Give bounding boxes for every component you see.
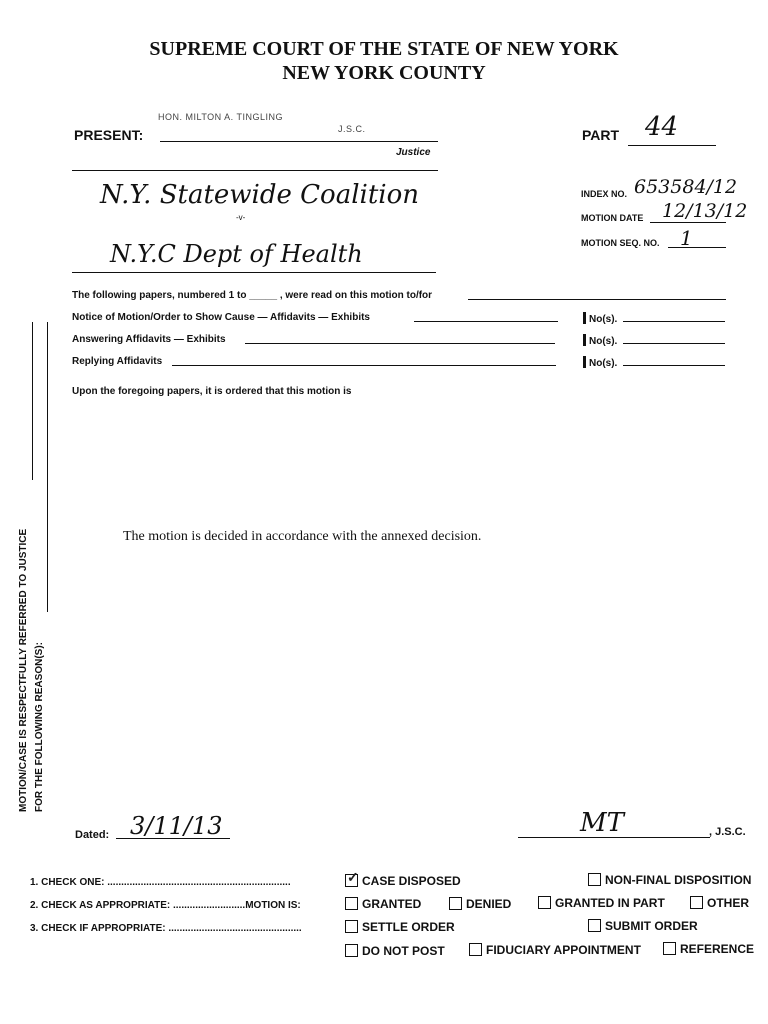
denied-option[interactable] xyxy=(449,897,511,911)
checkbox[interactable] xyxy=(345,920,358,933)
check-if-label: 3. CHECK IF APPROPRIATE: ................................................ xyxy=(30,923,302,934)
checkbox[interactable] xyxy=(588,919,601,932)
part-line xyxy=(628,145,716,146)
dated-value: 3/11/13 xyxy=(130,812,223,840)
plaintiff-name: N.Y. Statewide Coalition xyxy=(100,180,419,210)
defendant-name: N.Y.C Dept of Health xyxy=(110,240,363,268)
submit-order-option[interactable] xyxy=(588,919,698,933)
answering-line xyxy=(245,343,555,344)
granted-option[interactable] xyxy=(345,897,421,911)
replying-nos xyxy=(583,356,617,369)
notice-label: Notice of Motion/Order to Show Cause — Affidavits — Exhibits xyxy=(72,312,370,323)
motion-date-line xyxy=(650,222,726,223)
submit-order-label: SUBMIT ORDER xyxy=(605,919,698,933)
index-label: INDEX NO. xyxy=(581,189,628,199)
index-value: 653584/12 xyxy=(634,176,738,198)
granted-label: GRANTED xyxy=(362,897,422,911)
reference-label: REFERENCE xyxy=(680,942,755,956)
other-label: OTHER xyxy=(707,896,749,910)
side-line-a xyxy=(32,322,33,480)
granted-in-part-label: GRANTED IN PART xyxy=(555,896,665,910)
case-disposed-label: CASE DISPOSED xyxy=(362,874,461,888)
versus-label: -v- xyxy=(236,213,246,222)
do-not-post-label: DO NOT POST xyxy=(362,944,445,958)
present-line xyxy=(160,141,438,142)
county-title: NEW YORK COUNTY xyxy=(282,62,486,84)
checkbox[interactable] xyxy=(345,944,358,957)
checkbox-checked[interactable] xyxy=(345,874,358,887)
justice-sub: J.S.C. xyxy=(338,124,366,134)
caption-rule xyxy=(72,272,436,273)
dated-label: Dated: xyxy=(75,829,110,841)
non-final-label: NON-FINAL DISPOSITION xyxy=(605,873,752,887)
answering-nos-line xyxy=(623,343,725,344)
checkbox[interactable] xyxy=(690,896,703,909)
reference-option[interactable] xyxy=(663,942,754,956)
present-label: PRESENT: xyxy=(74,127,144,143)
nos-marker xyxy=(583,356,586,368)
nos-label: No(s). xyxy=(589,336,618,347)
motion-seq-value: 1 xyxy=(680,226,693,250)
other-option[interactable] xyxy=(690,896,749,910)
replying-label: Replying Affidavits xyxy=(72,356,163,367)
settle-order-option[interactable] xyxy=(345,920,455,934)
present-rule xyxy=(72,170,438,171)
justice-name: HON. MILTON A. TINGLING xyxy=(158,112,284,122)
denied-label: DENIED xyxy=(466,897,512,911)
notice-line xyxy=(414,321,558,322)
papers-intro-line xyxy=(468,299,726,300)
checkbox[interactable] xyxy=(469,943,482,956)
replying-line xyxy=(172,365,556,366)
case-disposed-option[interactable] xyxy=(345,874,461,888)
nos-marker xyxy=(583,312,586,324)
nos-label: No(s). xyxy=(589,358,618,369)
motion-seq-line xyxy=(668,247,726,248)
side-line-b xyxy=(47,322,48,612)
justice-stamp xyxy=(158,112,378,134)
motion-date-value: 12/13/12 xyxy=(662,200,748,222)
side-referral-text xyxy=(18,529,29,812)
dated-line xyxy=(116,838,230,839)
granted-in-part-option[interactable] xyxy=(538,896,665,910)
checkbox[interactable] xyxy=(449,897,462,910)
checkbox[interactable] xyxy=(588,873,601,886)
replying-nos-line xyxy=(623,365,725,366)
jsc-label: , J.S.C. xyxy=(709,826,746,838)
side-line1: MOTION/CASE IS RESPECTFULLY REFERRED TO JUSTICE xyxy=(18,528,29,812)
answering-nos xyxy=(583,334,617,347)
decision-text: The motion is decided in accordance with the annexed decision. xyxy=(123,529,482,544)
checkbox[interactable] xyxy=(538,896,551,909)
nos-marker xyxy=(583,334,586,346)
fiduciary-option[interactable] xyxy=(469,943,641,957)
signature-line xyxy=(518,837,710,838)
side-line2: FOR THE FOLLOWING REASON(S): xyxy=(34,642,45,812)
settle-order-label: SETTLE ORDER xyxy=(362,920,455,934)
judge-signature: MT xyxy=(580,808,624,838)
non-final-option[interactable] xyxy=(588,873,751,887)
motion-seq-label: MOTION SEQ. NO. xyxy=(581,238,660,248)
motion-date-label: MOTION DATE xyxy=(581,213,644,223)
part-value: 44 xyxy=(645,112,679,142)
notice-nos-line xyxy=(623,321,725,322)
checkbox[interactable] xyxy=(663,942,676,955)
nos-label: No(s). xyxy=(589,314,618,325)
fiduciary-label: FIDUCIARY APPOINTMENT xyxy=(486,943,641,957)
do-not-post-option[interactable] xyxy=(345,944,445,958)
check-one-label: 1. CHECK ONE: .................................................................. xyxy=(30,877,291,888)
notice-nos xyxy=(583,312,617,325)
ordered-text: Upon the foregoing papers, it is ordered that this motion is xyxy=(72,386,352,397)
check-appropriate-label: 2. CHECK AS APPROPRIATE: ..........................MOTION IS: xyxy=(30,900,301,911)
court-title: SUPREME COURT OF THE STATE OF NEW YORK xyxy=(149,38,619,60)
side-reason-text xyxy=(34,642,45,812)
part-label: PART xyxy=(582,127,620,143)
papers-intro: The following papers, numbered 1 to _____ , were read on this motion to/for xyxy=(72,290,433,301)
checkbox[interactable] xyxy=(345,897,358,910)
justice-label: Justice xyxy=(396,147,431,158)
answering-label: Answering Affidavits — Exhibits xyxy=(72,334,226,345)
